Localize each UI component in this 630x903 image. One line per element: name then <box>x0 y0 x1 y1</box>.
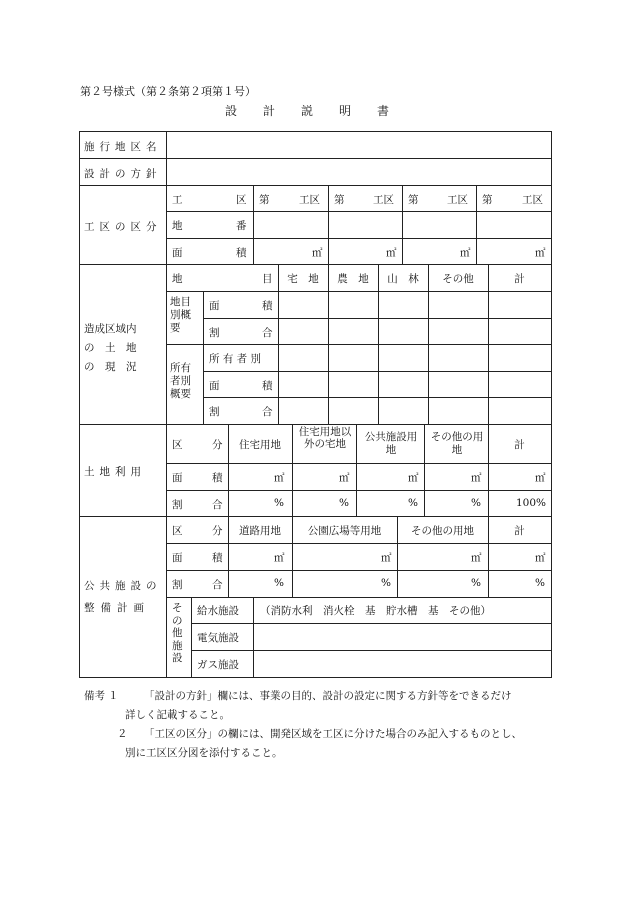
electric-label: 電気施設 <box>197 632 239 644</box>
land-use-category-label-2: 分 <box>212 439 223 451</box>
use-area-unit-4: ㎡ <box>471 472 482 484</box>
pf-col-park: 公園広場等用地 <box>307 525 382 537</box>
group-by-category-label: 地目別概要 <box>170 296 191 334</box>
zone-1-prefix: 第 <box>259 194 270 206</box>
use-pct-1: % <box>274 497 284 509</box>
use-pct-total: 100% <box>515 497 546 509</box>
zone-1-suffix: 工区 <box>299 194 320 206</box>
pf-col-total: 計 <box>514 525 525 537</box>
note-2-line-1: 「工区の区分」の欄には、開発区域を工区に分けた場合のみ記入するものとし、 <box>144 728 522 740</box>
use-pct-4: % <box>471 497 481 509</box>
owner-ratio-label: 割 <box>209 406 220 418</box>
note-2-number: ２ <box>117 728 128 740</box>
pf-area-label-2: 積 <box>212 552 223 564</box>
use-col-non-residential: 住宅用地以外の宅地 <box>298 426 352 450</box>
zone-3-unit: ㎡ <box>460 247 471 259</box>
land-col-residential: 宅 地 <box>287 273 319 285</box>
land-category-head-2: 目 <box>262 273 273 285</box>
gas-label: ガス施設 <box>197 659 239 671</box>
zone-4-suffix: 工区 <box>522 194 543 206</box>
zone-2-unit: ㎡ <box>386 247 397 259</box>
zone-row-label: 工 <box>172 194 183 206</box>
use-area-unit-5: ㎡ <box>535 472 546 484</box>
zone-area-label: 面 <box>172 247 183 259</box>
form-number: 第２号様式（第２条第２項第１号） <box>80 85 256 98</box>
use-col-residential: 住宅用地 <box>239 439 281 451</box>
lot-number-label: 地 <box>172 220 183 232</box>
pf-col-road: 道路用地 <box>239 525 281 537</box>
owner-ratio-label-2: 合 <box>262 406 273 418</box>
pf-category-label-2: 分 <box>212 525 223 537</box>
pf-category-label: 区 <box>172 525 183 537</box>
use-area-unit-3: ㎡ <box>408 472 419 484</box>
zone-2-prefix: 第 <box>334 194 345 206</box>
owner-area-label-2: 積 <box>262 380 273 392</box>
district-name-label: 施行地区名 <box>84 141 162 153</box>
land-use-category-label: 区 <box>172 439 183 451</box>
use-col-total: 計 <box>514 439 525 451</box>
zone-3-suffix: 工区 <box>447 194 468 206</box>
document-title: 設計説明書 <box>224 104 415 118</box>
use-ratio-label: 割 <box>172 499 183 511</box>
note-1-line-2: 詳しく記載すること。 <box>125 709 230 721</box>
use-area-label: 面 <box>172 472 183 484</box>
zone-1-unit: ㎡ <box>312 247 323 259</box>
use-ratio-label-2: 合 <box>212 499 223 511</box>
pf-area-unit-3: ㎡ <box>471 552 482 564</box>
zone-division-label: 工区の区分 <box>84 221 162 233</box>
use-area-unit-1: ㎡ <box>274 472 285 484</box>
owner-area-label: 面 <box>209 380 220 392</box>
land-col-other: その他 <box>442 273 474 285</box>
use-pct-3: % <box>408 497 418 509</box>
use-col-other: その他の用地 <box>430 431 484 456</box>
pf-pct-4: % <box>535 577 545 589</box>
note-1-line-1: 「設計の方針」欄には、事業の目的、設計の設定に関する方針等をできるだけ <box>144 690 512 702</box>
land-col-forest: 山 林 <box>387 273 419 285</box>
land-category-head: 地 <box>172 273 183 285</box>
category-ratio-label-2: 合 <box>262 327 273 339</box>
group-by-owner-label: 所有者別概要 <box>170 362 191 400</box>
pf-ratio-label: 割 <box>172 579 183 591</box>
pf-pct-3: % <box>471 577 481 589</box>
zone-4-prefix: 第 <box>482 194 493 206</box>
land-col-agricultural: 農 地 <box>337 273 369 285</box>
pf-ratio-label-2: 合 <box>212 579 223 591</box>
notes-head: 備考 <box>84 690 105 702</box>
category-area-label-2: 積 <box>262 300 273 312</box>
use-area-label-2: 積 <box>212 472 223 484</box>
by-owner-label: 所 有 者 別 <box>209 353 262 365</box>
public-facilities-label-1: 公共施設の <box>84 580 162 592</box>
pf-pct-2: % <box>381 577 391 589</box>
note-2-line-2: 別に工区区分図を添付すること。 <box>125 747 283 759</box>
pf-area-unit-2: ㎡ <box>381 552 392 564</box>
land-use-label: 土地利用 <box>84 466 146 478</box>
zone-area-label-2: 積 <box>236 247 247 259</box>
land-state-label-3: の 現 況 <box>84 361 137 373</box>
zone-row-label-2: 区 <box>236 194 247 206</box>
pf-area-unit-4: ㎡ <box>535 552 546 564</box>
design-policy-label: 設計の方針 <box>84 168 162 180</box>
land-state-label-1: 造成区域内 <box>84 323 137 335</box>
pf-pct-1: % <box>274 577 284 589</box>
zone-4-unit: ㎡ <box>535 247 546 259</box>
use-col-public: 公共施設用地 <box>364 431 418 456</box>
water-supply-label: 給水施設 <box>197 605 239 617</box>
pf-area-label: 面 <box>172 552 183 564</box>
category-area-label: 面 <box>209 300 220 312</box>
note-1-number: １ <box>108 690 119 702</box>
pf-area-unit-1: ㎡ <box>274 552 285 564</box>
public-facilities-label-2: 整備計画 <box>84 602 150 614</box>
land-state-label-2: の 土 地 <box>84 342 137 354</box>
zone-2-suffix: 工区 <box>373 194 394 206</box>
lot-number-label-2: 番 <box>236 220 247 232</box>
other-facilities-label: その他施設 <box>172 602 183 664</box>
use-pct-2: % <box>339 497 349 509</box>
pf-col-other: その他の用地 <box>411 525 474 537</box>
use-area-unit-2: ㎡ <box>339 472 350 484</box>
category-ratio-label: 割 <box>209 327 220 339</box>
land-col-total: 計 <box>514 273 525 285</box>
water-supply-note: （消防水利 消火栓 基 貯水槽 基 その他） <box>260 605 491 617</box>
zone-3-prefix: 第 <box>408 194 419 206</box>
